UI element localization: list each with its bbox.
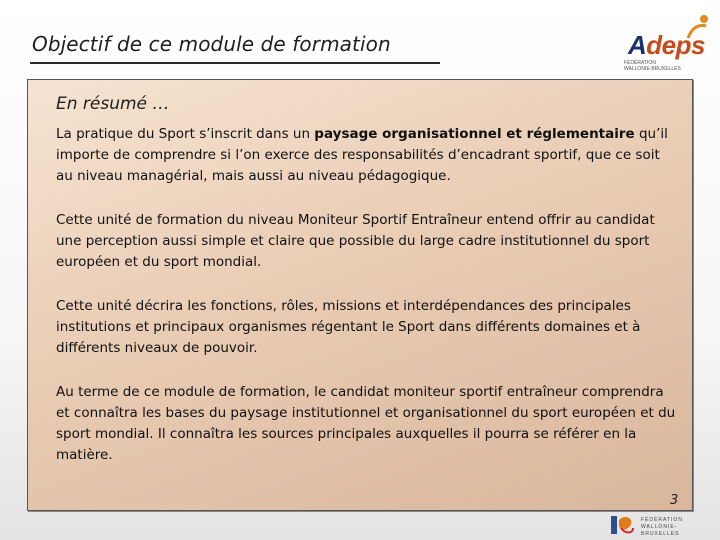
adeps-wordmark: Adeps (628, 30, 705, 60)
federation-logo (607, 512, 717, 538)
adeps-subtitle: FÉDÉRATION WALLONIE-BRUXELLES (624, 60, 681, 72)
paragraph-4: Au terme de ce module de formation, le candidat moniteur sportif entraîneur comprendra et connaîtra les bases du paysage institutionnel et organisationnel du sport européen et du sport mondial. Il connaîtra les sources principales auxquelles il pourra se référer en la matière. (56, 384, 676, 463)
page-number: 3 (670, 493, 679, 508)
summary-panel (27, 79, 693, 511)
paragraph-3: Cette unité décrira les fonctions, rôles, missions et interdépendances des principales institutions et principaux organismes régentant le Sport dans différents domaines et à différents niveaux de pouvoir. (56, 298, 641, 356)
paragraph-1: La pratique du Sport s’inscrit dans un paysage organisationnel et réglementaire qu’il importe de comprendre si l’on exerce des responsabilités d’encadrant sportif, que ce soit au niveau managérial, mais aussi au niveau pédagogique. (56, 126, 668, 184)
adeps-logo (620, 14, 712, 72)
summary-heading: En résumé … (56, 94, 170, 114)
federation-mark-icon (607, 512, 637, 538)
slide-title: Objectif de ce module de formation (32, 32, 391, 56)
title-underline (30, 62, 440, 64)
federation-text: FÉDÉRATION WALLONIE-BRUXELLES (641, 517, 683, 537)
paragraph-2: Cette unité de formation du niveau Moniteur Sportif Entraîneur entend offrir au candidat une perception aussi simple et claire que possible du large cadre institutionnel du sport européen et du sport mondial. (56, 212, 655, 270)
